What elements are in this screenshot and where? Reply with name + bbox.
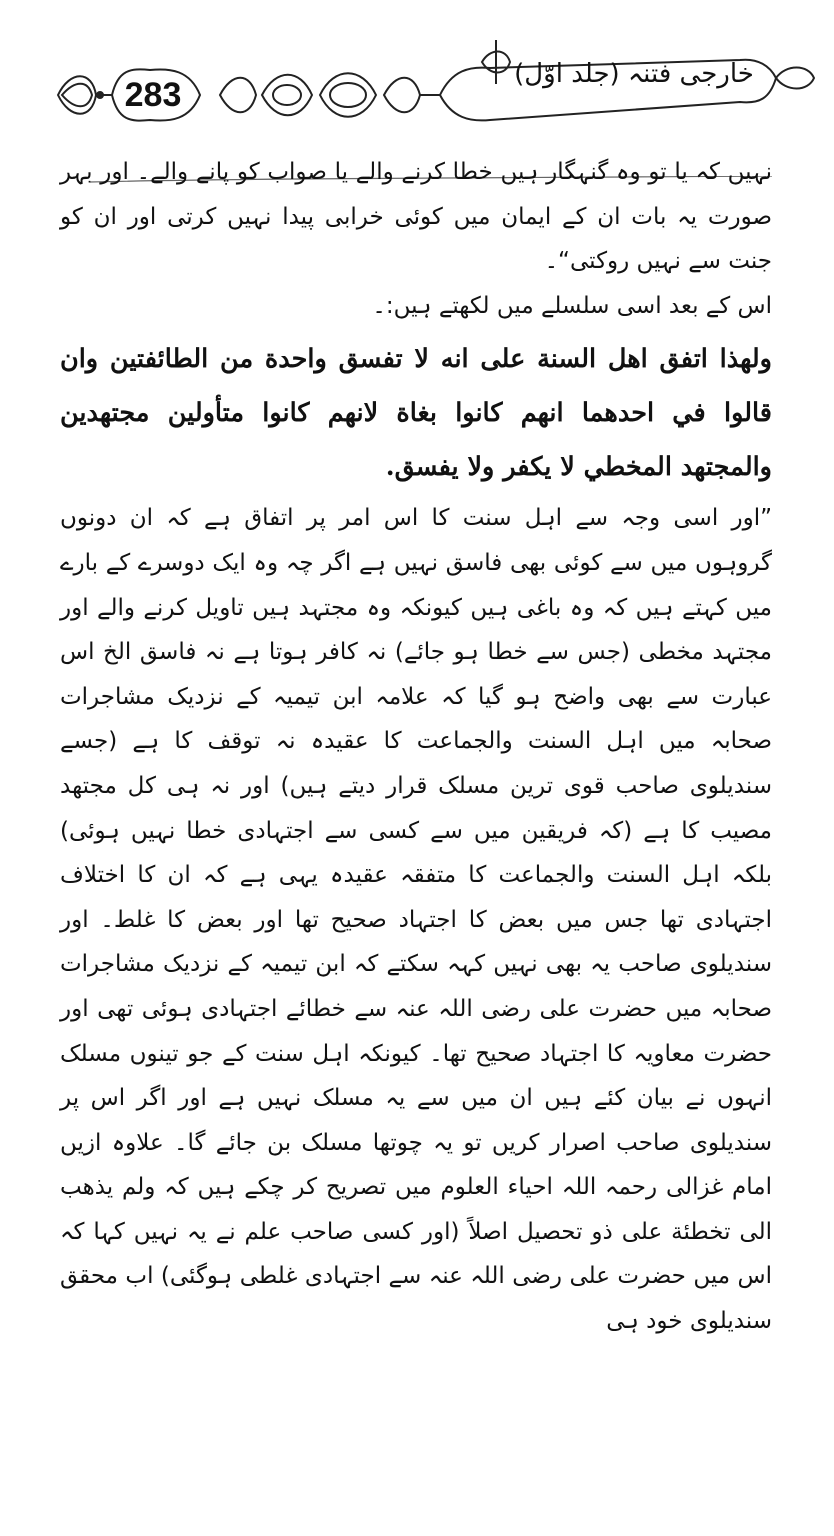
paragraph-2: اس کے بعد اسی سلسلے میں لکھتے ہیں:۔ <box>372 292 772 319</box>
page-number: 283 <box>124 76 182 114</box>
paragraph-3: ”اور اسی وجہ سے اہل سنت کا اس امر پر اتفاق ہے کہ ان دونوں گروہوں میں سے کوئی بھی فاسق نہیں ہے اگر چہ وہ ایک دوسرے کے بارے میں کہتے ہیں کہ وہ باغی ہیں کیونکہ وہ مجتہد ہیں تاویل کرنے والے اور مجتہد مخطی (جس سے خطا ہو جائے) نہ کافر ہوتا ہے نہ فاسق الخ اس عبارت سے بھی واضح ہو گیا کہ علامہ ابن تیمیہ کے نزدیک مشاجرات صحابہ میں اہل السنت والجماعت کا عقیدہ نہ توقف کا ہے (جسے سندیلوی صاحب قوی ترین مسلک قرار دیتے ہیں) اور نہ ہی کل مجتهد مصیب کا ہے (کہ فریقین میں سے کسی سے اجتہادی خطا نہیں ہوئی) بلکہ اہل السنت والجماعت کا متفقہ عقیدہ یہی ہے کہ ان کا اختلاف اجتہادی تھا جس میں بعض کا اجتہاد صحیح تھا اور بعض کا غلط۔ اور سندیلوی صاحب یہ بھی نہیں کہہ سکتے کہ ابن تیمیہ کے نزدیک مشاجرات صحابہ میں حضرت علی رضی اللہ عنہ سے خطائے اجتہادی ہوئی تھی اور حضرت معاویہ کا اجتہاد صحیح تھا۔ کیونکہ اہل سنت کے جو تینوں مسلک انہوں نے بیان کئے ہیں ان میں سے یہ مسلک نہیں ہے اور اگر اس پر سندیلوی صاحب اصرار کریں تو یہ چوتھا مسلک بن جائے گا۔ علاوہ ازیں امام غزالی رحمہ اللہ احیاء العلوم میں تصریح کر چکے ہیں کہ ولم يذهب الى تخطئة على ذو تحصيل اصلاً (اور کسی صاحب علم نے یہ نہیں کہا کہ اس میں حضرت علی رضی اللہ عنہ سے اجتہادی غلطی ہوگئی) اب محقق سندیلوی خود ہی <box>60 505 772 1335</box>
arabic-quote: ولهذا اتفق اهل السنة على انه لا تفسق واحدة من الطائفتين وان قالوا في احدهما انهم كانوا بغاة لانهم كانوا متأولين مجتهدين والمجتهد المخطي لا يكفر ولا يفسق. <box>60 344 772 483</box>
middle-ornament-icon <box>220 73 440 117</box>
floral-ornament-left-icon <box>58 76 112 114</box>
book-title: خارجی فتنہ (جلد اوّل) <box>514 59 754 89</box>
page-body <box>60 150 772 1344</box>
paragraph-1: نہیں کہ یا تو وہ گنہگار ہیں خطا کرنے والے یا صواب کو پانے والے۔ اور بہر صورت یہ بات ان کے ایمان میں کوئی خرابی پیدا نہیں کرتی اور ان کو جنت سے نہیں روکتی“۔ <box>60 159 772 275</box>
